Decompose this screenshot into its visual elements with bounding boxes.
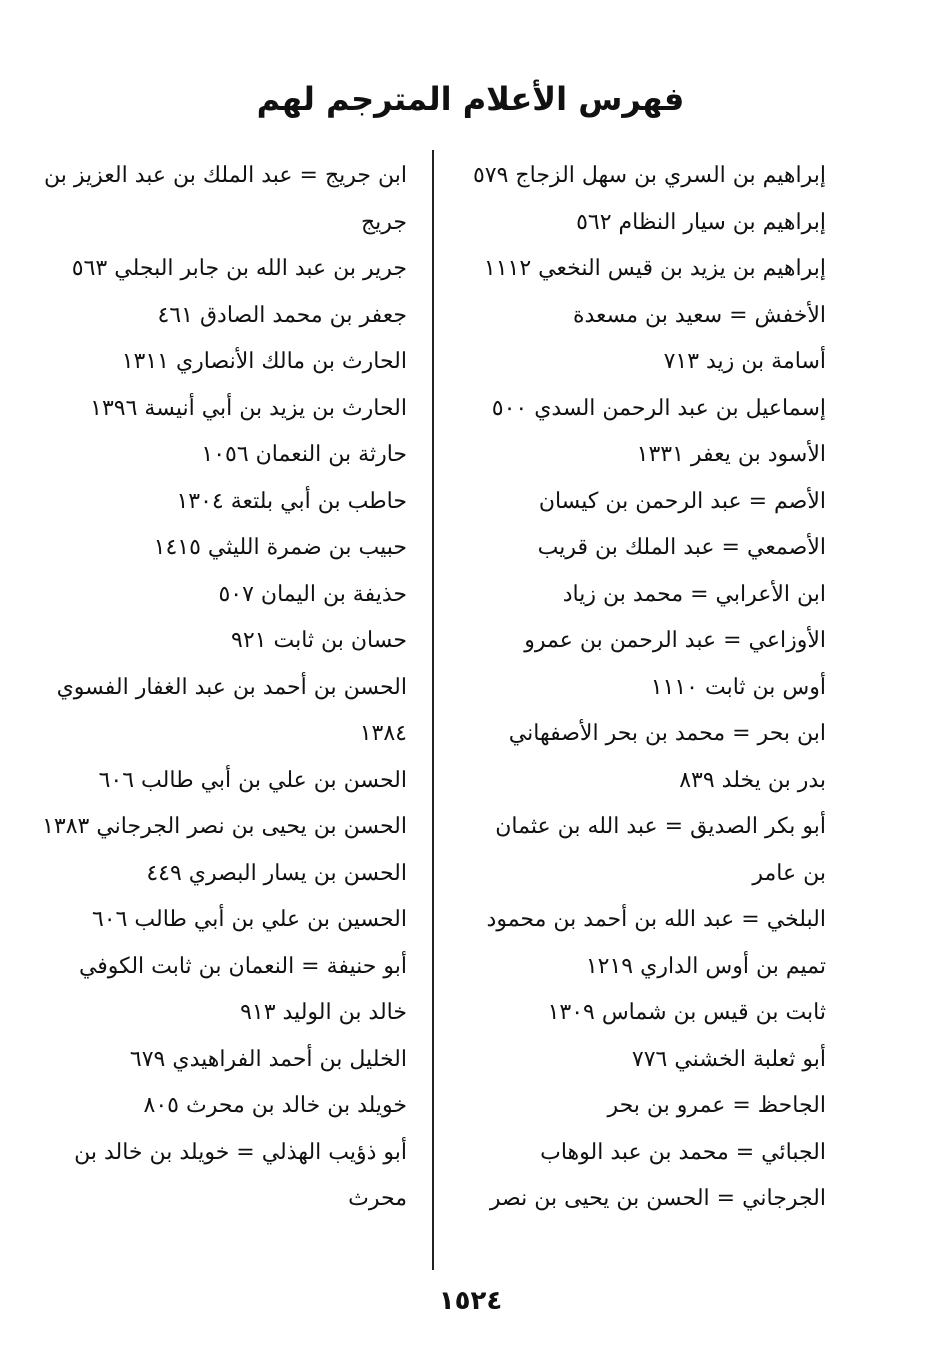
index-entry: جعفر بن محمد الصادق ٤٦١ xyxy=(157,302,407,328)
index-entry: أبو حنيفة = النعمان بن ثابت الكوفي xyxy=(78,953,407,979)
index-entry: خالد بن الوليد ٩١٣ xyxy=(240,1000,407,1025)
page-title: فهرس الأعلام المترجم لهم xyxy=(256,80,685,118)
index-entry: البلخي = عبد الله بن أحمد بن محمود xyxy=(486,907,826,932)
index-entry: ثابت بن قيس بن شماس ١٣٠٩ xyxy=(547,1000,826,1025)
index-entry: الحسن بن يسار البصري ٤٤٩ xyxy=(146,860,407,886)
index-entry: بدر بن يخلد ٨٣٩ xyxy=(679,767,826,793)
index-entry: الحسن بن يحيى بن نصر الجرجاني ١٣٨٣ xyxy=(42,814,407,839)
index-entry: حبيب بن ضمرة الليثي ١٤١٥ xyxy=(153,535,407,560)
index-entry: الأخفش = سعيد بن مسعدة xyxy=(572,302,826,328)
index-column-left xyxy=(37,153,407,1223)
index-entry: إبراهيم بن يزيد بن قيس النخعي ١١١٢ xyxy=(483,256,826,281)
index-entry: إسماعيل بن عبد الرحمن السدي ٥٠٠ xyxy=(491,395,826,421)
index-entry: إبراهيم بن السري بن سهل الزجاج ٥٧٩ xyxy=(472,163,826,188)
column-divider xyxy=(432,150,434,1270)
index-entry: تميم بن أوس الداري ١٢١٩ xyxy=(585,953,826,979)
index-entry: الجرجاني = الحسن بن يحيى بن نصر xyxy=(489,1186,826,1211)
index-entry: الأوزاعي = عبد الرحمن بن عمرو xyxy=(524,628,826,653)
index-column-right xyxy=(466,153,826,1223)
index-entry: ابن الأعرابي = محمد بن زياد xyxy=(562,581,826,607)
index-entry: الحارث بن يزيد بن أبي أنيسة ١٣٩٦ xyxy=(90,395,407,421)
index-entry: حسان بن ثابت ٩٢١ xyxy=(231,628,407,653)
index-entry: حاطب بن أبي بلتعة ١٣٠٤ xyxy=(176,488,407,514)
index-entry: الحارث بن مالك الأنصاري ١٣١١ xyxy=(121,349,407,374)
index-entry: أبو بكر الصديق = عبد الله بن عثمان بن عامر xyxy=(495,814,826,886)
index-entry: أسامة بن زيد ٧١٣ xyxy=(663,349,826,374)
index-entry: أبو ذؤيب الهذلي = خويلد بن خالد بن محرث xyxy=(74,1139,407,1211)
index-entry: حارثة بن النعمان ١٠٥٦ xyxy=(201,442,407,467)
index-entry: الأصمعي = عبد الملك بن قريب xyxy=(537,535,826,560)
index-entry: جرير بن عبد الله بن جابر البجلي ٥٦٣ xyxy=(71,256,407,281)
index-entry: الأسود بن يعفر ١٣٣١ xyxy=(636,442,826,467)
index-entry: أبو ثعلبة الخشني ٧٧٦ xyxy=(631,1046,826,1072)
index-entry: خويلد بن خالد بن محرث ٨٠٥ xyxy=(143,1093,407,1118)
index-entry: الأصم = عبد الرحمن بن كيسان xyxy=(538,488,826,514)
index-entry: الجاحظ = عمرو بن بحر xyxy=(607,1093,826,1118)
index-entry: الحسن بن أحمد بن عبد الغفار الفسوي ١٣٨٤ xyxy=(56,674,407,746)
index-entry: الحسن بن علي بن أبي طالب ٦٠٦ xyxy=(98,767,407,793)
index-entry: إبراهيم بن سيار النظام ٥٦٢ xyxy=(576,209,826,235)
index-entry: ابن جريج = عبد الملك بن عبد العزيز بن جريج xyxy=(44,163,407,235)
index-entry: حذيفة بن اليمان ٥٠٧ xyxy=(218,581,407,607)
index-entry: الحسين بن علي بن أبي طالب ٦٠٦ xyxy=(91,907,407,932)
index-entry: الجبائي = محمد بن عبد الوهاب xyxy=(540,1139,826,1165)
index-entry: أوس بن ثابت ١١١٠ xyxy=(650,674,826,700)
page-number: ١٥٢٤ xyxy=(438,1286,503,1316)
index-entry: الخليل بن أحمد الفراهيدي ٦٧٩ xyxy=(129,1046,407,1072)
index-entry: ابن بحر = محمد بن بحر الأصفهاني xyxy=(508,721,826,746)
